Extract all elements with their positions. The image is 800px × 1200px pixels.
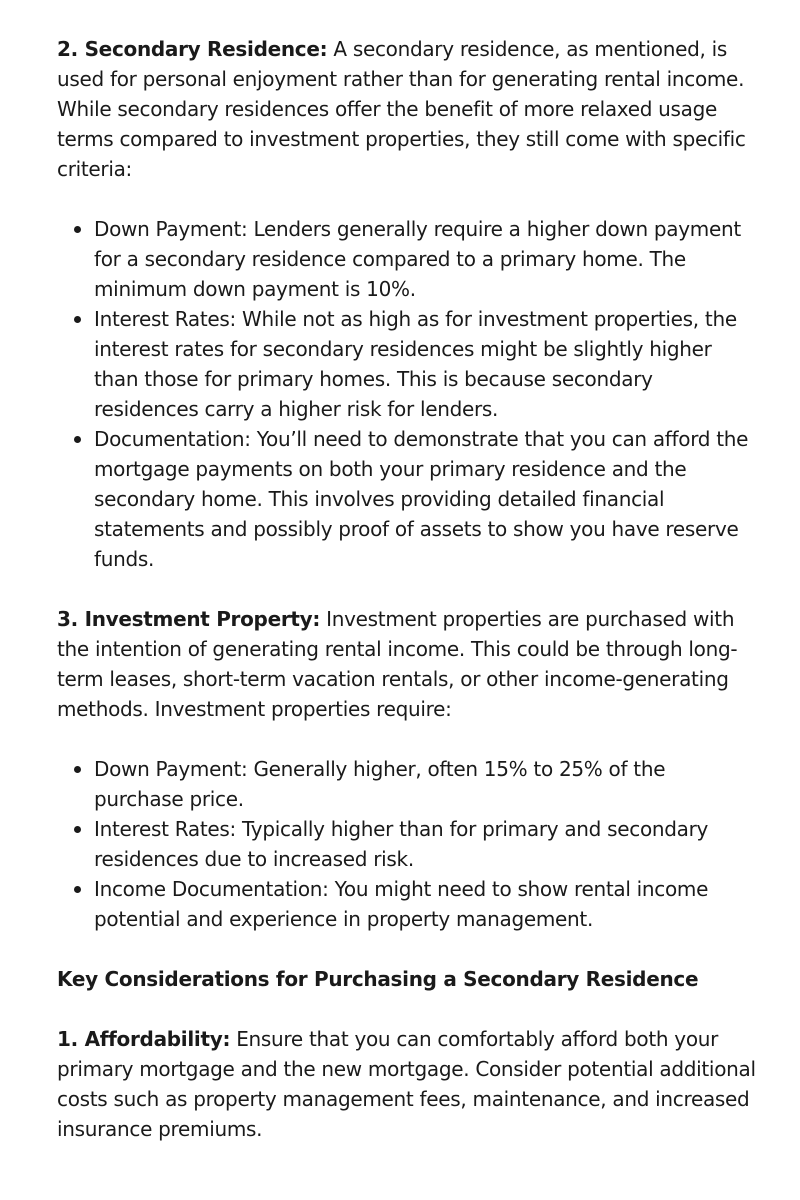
list-item: Interest Rates: Typically higher than for primary and secondary residences due to increased risk. <box>94 814 760 874</box>
key-considerations-heading: Key Considerations for Purchasing a Secondary Residence <box>57 967 699 991</box>
investment-property-text: Investment properties are purchased with the intention of generating rental income. This could be through long-term leases, short-term vacation rentals, or other income-generating methods. Investment properties require: <box>57 607 738 721</box>
affordability-label: 1. Affordability: <box>57 1027 231 1051</box>
investment-property-requirements-list <box>57 754 760 934</box>
affordability-paragraph <box>57 1024 760 1144</box>
list-item: Interest Rates: While not as high as for investment properties, the interest rates for secondary residences might be slightly higher than those for primary homes. This is because secondary residences carry a higher risk for lenders. <box>94 304 760 424</box>
secondary-residence-text: A secondary residence, as mentioned, is used for personal enjoyment rather than for generating rental income. While secondary residences offer the benefit of more relaxed usage terms compared to investment properties, they still come with specific criteria: <box>57 37 746 181</box>
list-item: Income Documentation: You might need to show rental income potential and experience in property management. <box>94 874 760 934</box>
secondary-residence-paragraph <box>57 34 760 184</box>
list-item: Down Payment: Lenders generally require a higher down payment for a secondary residence compared to a primary home. The minimum down payment is 10%. <box>94 214 760 304</box>
investment-property-label: 3. Investment Property: <box>57 607 321 631</box>
affordability-text: Ensure that you can comfortably afford both your primary mortgage and the new mortgage. Consider potential additional costs such as property management fees, maintenance, and increased insurance premiums. <box>57 1027 756 1141</box>
secondary-residence-criteria-list <box>57 214 760 574</box>
list-item: Down Payment: Generally higher, often 15% to 25% of the purchase price. <box>94 754 760 814</box>
secondary-residence-label: 2. Secondary Residence: <box>57 37 328 61</box>
investment-property-paragraph <box>57 604 760 724</box>
list-item: Documentation: You’ll need to demonstrate that you can afford the mortgage payments on both your primary residence and the secondary home. This involves providing detailed financial statements and possibly proof of assets to show you have reserve funds. <box>94 424 760 574</box>
